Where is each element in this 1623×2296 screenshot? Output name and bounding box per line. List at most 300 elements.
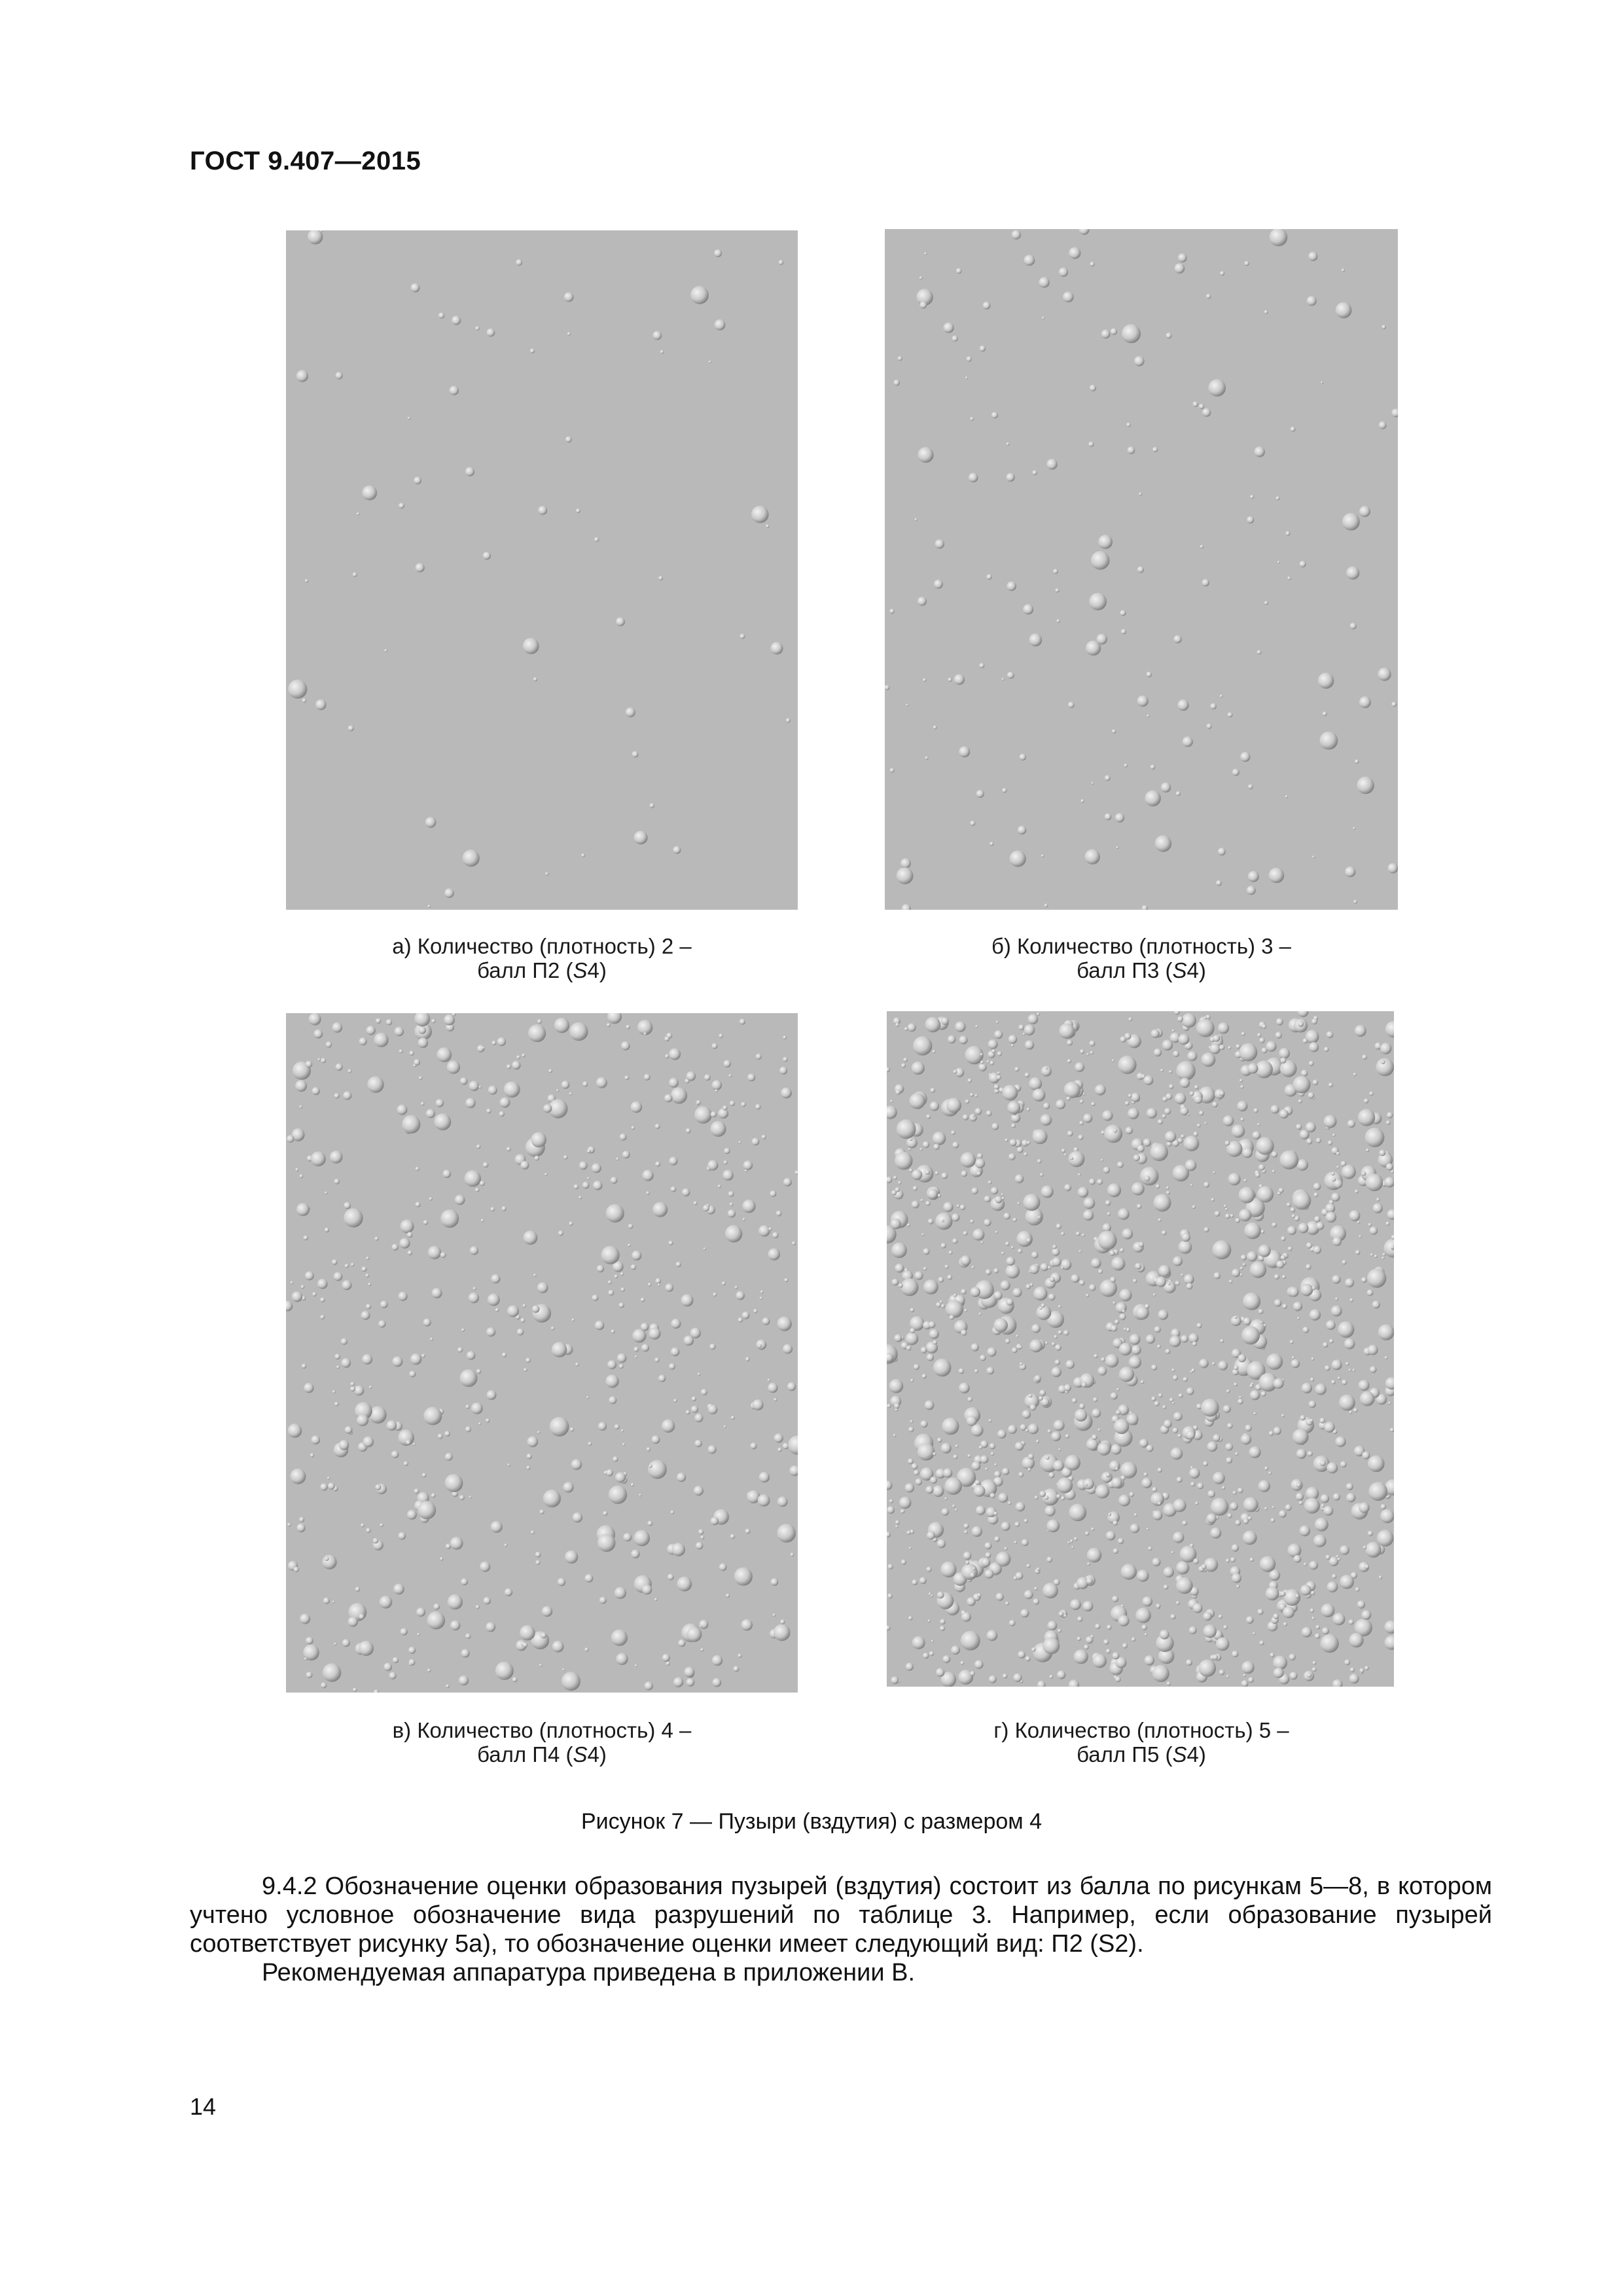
blister	[291, 1281, 294, 1284]
blister	[306, 1637, 313, 1645]
blister	[1223, 1625, 1228, 1630]
blister	[681, 1294, 694, 1306]
blister	[964, 1530, 968, 1534]
blister	[624, 1075, 629, 1080]
blister	[1349, 1633, 1363, 1647]
blister	[631, 1265, 637, 1270]
blister	[1101, 330, 1111, 339]
blister	[783, 1178, 792, 1187]
blister	[450, 1621, 460, 1630]
blister	[571, 1318, 575, 1321]
blister	[1355, 759, 1359, 764]
blister	[582, 1081, 588, 1086]
blister	[523, 1304, 526, 1307]
blister	[311, 1151, 326, 1166]
blister	[1059, 268, 1068, 277]
blister	[914, 1271, 923, 1280]
blister	[1279, 1048, 1290, 1059]
blister	[350, 1382, 355, 1386]
blister	[1143, 1075, 1153, 1085]
blister	[1288, 1246, 1293, 1251]
blister	[1184, 1136, 1200, 1151]
blister	[1128, 446, 1135, 454]
blister	[571, 1459, 582, 1470]
blister	[1069, 247, 1080, 259]
blister	[913, 1186, 918, 1191]
blister	[921, 1233, 924, 1236]
blister	[584, 1647, 588, 1651]
blister	[445, 1453, 453, 1461]
blister	[543, 1104, 552, 1113]
blister	[475, 1188, 480, 1193]
blister	[1243, 1179, 1247, 1182]
blister	[1355, 1025, 1366, 1037]
blister	[1274, 1274, 1279, 1280]
blister	[332, 1259, 338, 1265]
blister	[718, 1108, 728, 1119]
blister	[507, 1463, 510, 1466]
blister	[699, 1620, 708, 1629]
blister	[664, 1036, 669, 1041]
blister	[730, 1534, 736, 1539]
blister	[1051, 1431, 1061, 1441]
blister	[953, 1069, 957, 1073]
blister	[1381, 1504, 1386, 1509]
blister	[1124, 1033, 1131, 1039]
blister	[1338, 1376, 1341, 1380]
blister	[1376, 1058, 1394, 1077]
blister	[1353, 1408, 1358, 1412]
blister	[1166, 1093, 1172, 1100]
blister	[913, 1036, 932, 1055]
blister	[1298, 1223, 1308, 1233]
blister	[1332, 1679, 1343, 1687]
blister	[1232, 1651, 1238, 1657]
blister	[512, 1061, 520, 1069]
blister	[994, 1291, 1003, 1300]
blister	[520, 1318, 525, 1323]
blister	[1386, 1121, 1391, 1125]
blister	[1373, 1203, 1383, 1213]
blister	[1157, 1344, 1161, 1348]
blister	[1304, 1562, 1307, 1566]
blister	[991, 1452, 995, 1456]
blister	[1276, 1018, 1283, 1026]
blister	[373, 1538, 379, 1544]
blister	[1120, 610, 1126, 616]
blister	[1230, 1557, 1236, 1562]
blister	[887, 1177, 892, 1183]
blister	[961, 1612, 971, 1622]
blister	[1092, 1435, 1097, 1441]
blister	[1026, 1429, 1029, 1432]
blister	[768, 1227, 772, 1230]
blister	[1202, 1052, 1216, 1067]
blister	[399, 1292, 408, 1301]
blister	[1391, 408, 1398, 417]
blister	[1315, 1633, 1321, 1639]
blister	[912, 1579, 918, 1585]
blister	[1079, 1250, 1081, 1253]
blister	[1042, 317, 1044, 319]
blister	[1385, 1636, 1395, 1650]
blister	[909, 1547, 912, 1549]
blister	[1053, 1460, 1064, 1471]
blister	[386, 1420, 397, 1431]
blister	[1034, 1587, 1037, 1590]
blister	[1200, 545, 1204, 548]
blister	[1041, 1263, 1048, 1271]
blister	[304, 1383, 313, 1393]
blister	[465, 1405, 469, 1408]
blister	[408, 417, 410, 420]
blister	[1048, 1266, 1051, 1269]
blister	[1183, 736, 1193, 747]
blister	[1390, 1427, 1394, 1432]
blister	[461, 1649, 470, 1657]
blister	[1382, 1253, 1385, 1256]
blister	[908, 1148, 911, 1151]
blister	[652, 331, 662, 340]
blister	[1006, 1257, 1015, 1266]
blister	[1209, 1043, 1220, 1054]
blister	[1332, 1134, 1336, 1137]
blister	[1115, 813, 1124, 822]
blister	[671, 1348, 680, 1357]
blister	[1300, 561, 1306, 567]
blister	[1282, 1304, 1287, 1309]
blister	[393, 1657, 399, 1663]
blister	[941, 1243, 946, 1248]
blister	[1230, 1502, 1238, 1511]
blister	[1257, 1033, 1261, 1037]
blister	[988, 1419, 991, 1422]
blister	[694, 1440, 702, 1447]
blister	[768, 1383, 777, 1393]
blister	[1171, 1369, 1175, 1372]
blister	[1235, 1218, 1240, 1223]
blister	[1172, 1401, 1175, 1404]
blister	[1171, 1448, 1183, 1460]
blister	[495, 1308, 499, 1312]
blister	[1155, 835, 1171, 852]
blister	[1321, 1494, 1329, 1503]
blister	[1310, 1378, 1314, 1382]
blister	[750, 1443, 757, 1449]
blister	[937, 1438, 942, 1443]
blister	[1327, 1462, 1338, 1473]
blister	[306, 1672, 313, 1678]
blister	[889, 1379, 904, 1393]
blister	[551, 1327, 555, 1331]
blister	[1092, 782, 1094, 785]
blister	[1028, 1014, 1039, 1024]
blister	[704, 1074, 711, 1081]
blister	[1029, 1077, 1042, 1090]
blister	[632, 1251, 641, 1261]
blister	[1222, 1486, 1225, 1489]
blister	[297, 1524, 306, 1532]
blister	[1014, 1067, 1019, 1071]
blister	[569, 1092, 573, 1096]
blister	[1355, 1587, 1360, 1592]
blister	[1241, 1680, 1249, 1687]
blister	[1325, 1365, 1330, 1371]
blister	[909, 1093, 925, 1109]
blister	[1059, 1023, 1075, 1039]
blister	[579, 1196, 582, 1199]
blister	[299, 1105, 302, 1109]
blister	[1320, 732, 1338, 750]
blister	[1012, 1218, 1016, 1222]
blister	[920, 1420, 927, 1427]
blister	[1363, 1546, 1366, 1549]
blister	[1264, 1324, 1266, 1327]
blister	[753, 1399, 764, 1410]
blister	[937, 1592, 944, 1599]
blister	[1020, 754, 1026, 761]
blister	[542, 1606, 552, 1617]
blister	[1202, 1564, 1207, 1570]
blister	[1113, 1301, 1116, 1304]
blister	[1211, 1198, 1215, 1202]
blister	[722, 1282, 726, 1285]
blister	[724, 1160, 728, 1164]
blister	[1241, 1661, 1255, 1674]
blister	[1247, 516, 1254, 524]
blister	[617, 1354, 627, 1363]
blister	[1126, 1328, 1130, 1333]
blister	[613, 1456, 618, 1462]
blister	[1298, 1011, 1309, 1017]
blister	[502, 1352, 507, 1357]
blister	[1206, 294, 1211, 299]
blister	[991, 412, 998, 418]
blister	[1181, 1335, 1188, 1343]
blister	[1055, 1359, 1060, 1365]
blister	[304, 1236, 308, 1240]
blister	[1353, 1369, 1355, 1371]
blister	[1178, 253, 1187, 262]
blister	[619, 1364, 624, 1369]
blister	[1080, 799, 1084, 803]
blister	[570, 1427, 575, 1432]
blister	[903, 1058, 908, 1062]
blister	[1188, 1333, 1198, 1343]
blister	[709, 1344, 715, 1350]
blister	[427, 1668, 431, 1672]
blister	[1213, 1434, 1220, 1441]
blister	[342, 1280, 351, 1290]
blister	[408, 1647, 416, 1654]
blister	[1324, 1115, 1337, 1128]
blister	[1319, 1418, 1325, 1424]
blister	[1132, 1182, 1145, 1195]
blister	[334, 1179, 340, 1185]
blister	[1150, 1143, 1168, 1161]
blister	[987, 1348, 996, 1357]
blister	[1158, 1501, 1161, 1505]
blister	[1055, 1344, 1061, 1351]
blister	[1315, 1625, 1320, 1630]
blister	[465, 1170, 481, 1187]
blister	[1270, 229, 1288, 246]
blister	[1204, 1016, 1207, 1020]
blister	[756, 1340, 766, 1350]
blister	[1097, 1367, 1107, 1376]
blister	[1312, 855, 1315, 858]
blister	[997, 1429, 1007, 1439]
blister	[655, 1278, 661, 1284]
blister	[1057, 1670, 1065, 1679]
blister	[718, 1185, 721, 1188]
blister	[1199, 1659, 1217, 1677]
blister	[1025, 1040, 1034, 1049]
blister	[427, 1611, 446, 1630]
blister	[980, 1053, 983, 1056]
blister	[1117, 1162, 1124, 1168]
blister	[1190, 1091, 1194, 1096]
blister	[981, 1558, 990, 1567]
blister	[933, 725, 937, 729]
blister	[1008, 1501, 1011, 1505]
blister	[336, 372, 343, 379]
blister	[967, 1079, 972, 1083]
blister	[1232, 1268, 1240, 1277]
blister	[642, 1170, 653, 1181]
blister	[581, 853, 585, 857]
blister	[1338, 1321, 1354, 1338]
blister	[1158, 1119, 1163, 1124]
blister	[997, 1075, 1001, 1080]
blister	[779, 1067, 787, 1075]
blister	[1193, 1558, 1199, 1564]
blister	[1270, 1518, 1275, 1522]
blister	[655, 1124, 660, 1129]
blister	[374, 1033, 389, 1047]
blister	[611, 1630, 628, 1646]
blister	[1007, 672, 1014, 679]
blister	[1243, 1263, 1246, 1266]
blister	[446, 1684, 450, 1688]
blister	[774, 1398, 777, 1401]
blister	[758, 1225, 770, 1237]
blister	[290, 1469, 306, 1484]
blister	[1325, 1555, 1330, 1560]
blister	[330, 1151, 343, 1164]
blister	[1016, 1502, 1026, 1512]
blister	[1150, 1492, 1164, 1506]
blister	[366, 1257, 369, 1260]
blister	[1173, 635, 1181, 643]
blister	[501, 1206, 506, 1211]
blister	[1202, 579, 1209, 586]
blister	[930, 1088, 935, 1093]
blister	[1310, 1419, 1313, 1423]
blister	[1065, 1360, 1075, 1369]
blister	[1313, 1661, 1317, 1665]
blister	[1379, 422, 1387, 429]
blister	[1276, 1261, 1284, 1268]
blister	[1145, 1304, 1150, 1309]
blister	[362, 1266, 367, 1272]
blister	[1243, 1497, 1258, 1512]
blister	[927, 1354, 934, 1361]
blister	[450, 1537, 463, 1550]
blister	[1274, 1668, 1284, 1678]
blister	[423, 1318, 431, 1326]
blister	[1137, 566, 1144, 573]
blister	[322, 1554, 336, 1569]
blister	[1174, 1011, 1180, 1015]
blister	[615, 1472, 626, 1482]
blister	[1379, 1149, 1385, 1156]
blister	[957, 1204, 960, 1208]
blister	[1081, 1382, 1086, 1388]
blister	[448, 1594, 463, 1609]
caption-a	[286, 934, 798, 982]
blister	[558, 1578, 565, 1586]
blister	[1058, 1305, 1061, 1308]
blister	[1331, 1380, 1336, 1384]
blister	[887, 1506, 895, 1514]
blister	[414, 1059, 420, 1066]
blister	[954, 1293, 957, 1297]
blister	[673, 846, 681, 854]
blister	[1173, 1050, 1179, 1057]
blister	[955, 1022, 965, 1032]
blister	[1244, 1223, 1261, 1240]
blister	[747, 1073, 755, 1081]
blister	[299, 1517, 304, 1522]
blister	[1098, 535, 1113, 549]
blister	[961, 1330, 967, 1336]
blister	[1238, 1488, 1243, 1493]
blister	[380, 1523, 383, 1527]
blister	[1240, 1079, 1243, 1082]
blister	[516, 1055, 520, 1059]
blister	[545, 872, 548, 875]
blister	[740, 634, 745, 639]
blister	[1377, 1530, 1394, 1547]
blister	[1211, 1498, 1228, 1515]
blister	[1118, 1495, 1130, 1507]
blister	[1026, 1238, 1031, 1243]
blister	[300, 1613, 310, 1624]
blister	[1257, 1123, 1260, 1126]
blister	[1204, 1227, 1209, 1232]
blister	[1207, 1441, 1217, 1452]
blister	[974, 1369, 978, 1373]
blister	[1297, 1317, 1300, 1319]
blister	[1054, 1420, 1065, 1431]
blister	[1037, 1013, 1040, 1016]
blister	[1091, 1528, 1094, 1531]
blister	[1018, 826, 1026, 834]
blister	[1109, 1250, 1115, 1256]
blister	[1272, 1223, 1277, 1228]
blister	[1035, 1375, 1041, 1382]
blister	[317, 1279, 328, 1289]
blister	[928, 1219, 934, 1225]
blister	[1033, 1088, 1046, 1102]
blister	[1218, 1361, 1228, 1371]
blister	[1258, 1309, 1264, 1314]
blister	[1195, 1501, 1198, 1505]
blister	[576, 509, 580, 513]
blister	[1273, 1613, 1279, 1619]
blister	[558, 1230, 563, 1236]
